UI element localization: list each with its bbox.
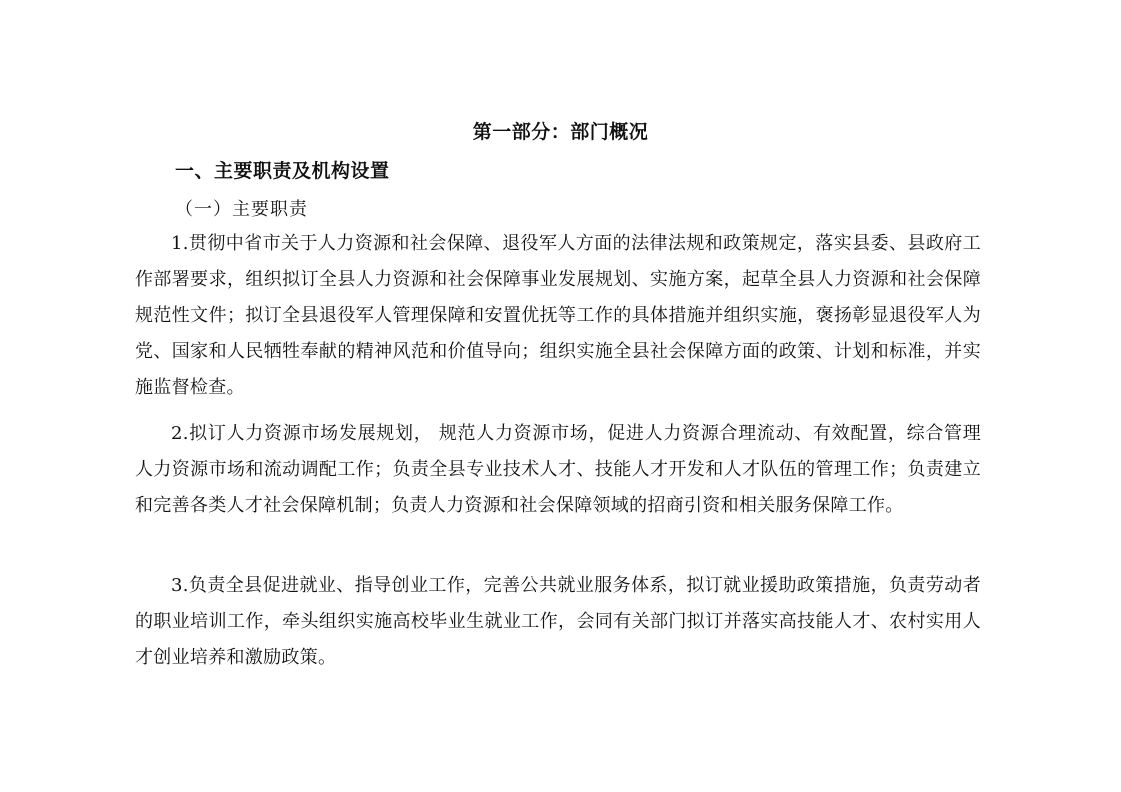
paragraph-1: 1.贯彻中省市关于人力资源和社会保障、退役军人方面的法律法规和政策规定，落实县委、县政府工作部署要求，组织拟订全县人力资源和社会保障事业发展规划、实施方案，起草全县人力资源和社会保障规范性文件；拟订全县退役军人管理保障和安置优抚等工作的具体措施并组织实施，褒扬彰显退役军人为党、国家和人民牺牲奉献的精神风范和价值导向；组织实施全县社会保障方面的政策、计划和标准，并实施监督检查。 <box>135 233 981 398</box>
subheading: （一）主要职责 <box>175 199 308 220</box>
page-title: 第一部分：部门概况 <box>472 121 649 143</box>
paragraph-2: 2.拟订人力资源市场发展规划， 规范人力资源市场，促进人力资源合理流动、有效配置，综合管理人力资源市场和流动调配工作；负责全县专业技术人才、技能人才开发和人才队伍的管理工作；负责建立和完善各类人才社会保障机制；负责人力资源和社会保障领域的招商引资和相关服务保障工作。 <box>135 423 981 516</box>
section-heading: 一、主要职责及机构设置 <box>175 160 390 182</box>
paragraph-3: 3.负责全县促进就业、指导创业工作，完善公共就业服务体系，拟订就业援助政策措施，负责劳动者的职业培训工作，牵头组织实施高校毕业生就业工作，会同有关部门拟订并落实高技能人才、农村实用人才创业培养和激励政策。 <box>135 575 981 668</box>
